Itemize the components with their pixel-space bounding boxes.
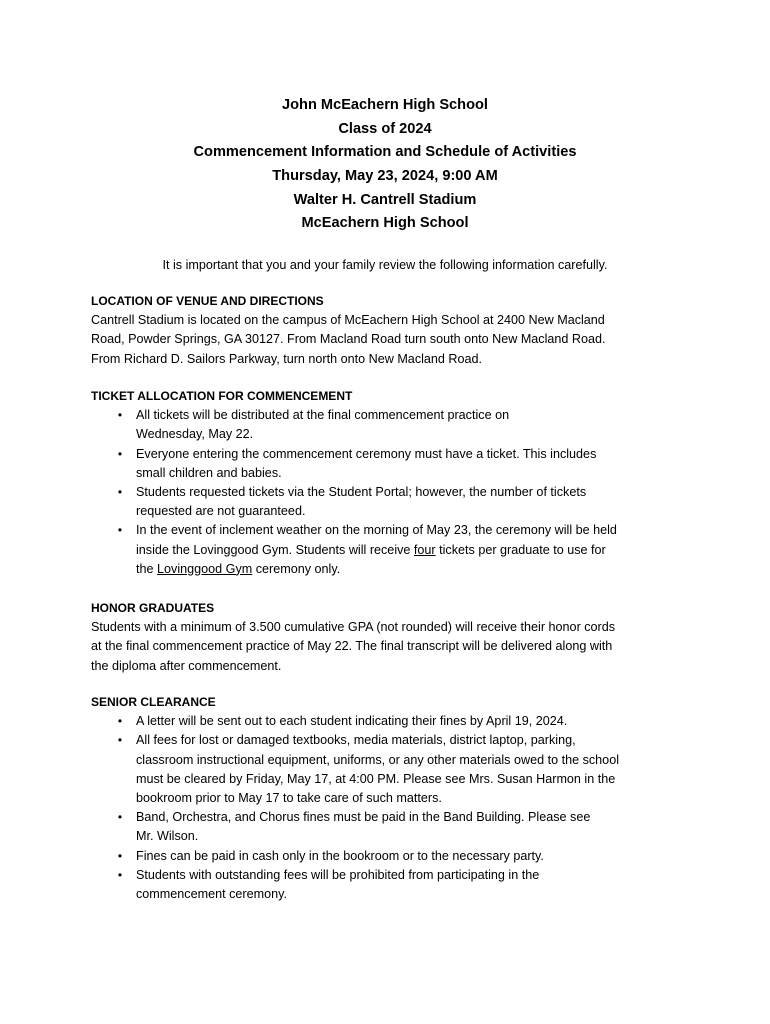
bullet-icon: • (117, 810, 123, 825)
location-line: Road, Powder Springs, GA 30127. From Macland Road turn south onto New Macland Road. (91, 332, 606, 347)
list-item (91, 866, 676, 904)
list-item-line: commencement ceremony. (136, 887, 287, 902)
location-section (91, 292, 691, 369)
class-year: Class of 2024 (338, 120, 432, 137)
list-item-line: classroom instructional equipment, uniforms, or any other materials owed to the school (136, 752, 619, 767)
underlined-ticket-count: four (413, 542, 436, 557)
list-item-line: Students requested tickets via the Student Portal; however, the number of tickets (136, 485, 587, 499)
bullet-icon: • (117, 523, 123, 538)
list-item-line (136, 560, 676, 579)
text-run: tickets per graduate to use for (435, 542, 606, 557)
honor-line: Students with a minimum of 3.500 cumulative GPA (not rounded) will receive their honor cords (91, 620, 616, 635)
bullet-icon: • (117, 408, 123, 423)
text-run: inside the Lovinggood Gym. Students will receive (136, 542, 414, 557)
list-item (91, 712, 676, 731)
location-line: From Richard D. Sailors Parkway, turn north onto New Macland Road. (91, 351, 483, 366)
bullet-icon: • (117, 485, 123, 499)
honor-line: the diploma after commencement. (91, 658, 282, 673)
tickets-heading: TICKET ALLOCATION FOR COMMENCEMENT (91, 389, 353, 403)
bullet-icon: • (117, 848, 123, 863)
tickets-section (91, 387, 691, 579)
clearance-section (91, 693, 691, 904)
list-item (91, 808, 676, 846)
honor-section (91, 599, 691, 676)
honor-heading: HONOR GRADUATES (91, 601, 215, 615)
list-item-line: In the event of inclement weather on the morning of May 23, the ceremony will be held (136, 523, 617, 538)
tickets-list (91, 406, 691, 579)
list-item-line: Everyone entering the commencement ceremony must have a ticket. This includes (136, 446, 597, 461)
list-item (91, 521, 676, 579)
list-item (91, 731, 676, 808)
underlined-venue: Lovinggood Gym (157, 561, 253, 576)
list-item-line: must be cleared by Friday, May 17, at 4:00 PM. Please see Mrs. Susan Harmon in the (136, 771, 616, 786)
bullet-icon: • (117, 714, 123, 729)
list-item-line: All tickets will be distributed at the final commencement practice on (136, 408, 510, 423)
venue-school: McEachern High School (301, 215, 469, 232)
school-name: John McEachern High School (282, 97, 488, 113)
list-item-line: small children and babies. (136, 465, 282, 480)
bullet-icon: • (117, 733, 123, 748)
location-line: Cantrell Stadium is located on the campus of McEachern High School at 2400 New Macland (91, 313, 605, 328)
venue-name: Walter H. Cantrell Stadium (293, 191, 477, 208)
list-item-line: requested are not guaranteed. (136, 504, 306, 519)
bullet-icon: • (117, 867, 123, 882)
list-item-line: All fees for lost or damaged textbooks, media materials, district laptop, parking, (136, 733, 576, 748)
location-heading: LOCATION OF VENUE AND DIRECTIONS (91, 294, 324, 308)
ceremony-datetime: Thursday, May 23, 2024, 9:00 AM (272, 168, 498, 185)
list-item-line: Wednesday, May 22. (136, 427, 254, 442)
list-item-line: Band, Orchestra, and Chorus fines must be paid in the Band Building. Please see (136, 810, 591, 825)
text-run: ceremony only. (252, 561, 341, 576)
list-item-line: Mr. Wilson. (136, 829, 199, 844)
list-item-line: bookroom prior to May 17 to take care of such matters. (136, 791, 442, 805)
list-item-line: Students with outstanding fees will be prohibited from participating in the (136, 867, 540, 882)
clearance-heading: SENIOR CLEARANCE (91, 695, 216, 709)
list-item (91, 847, 676, 866)
list-item (91, 406, 676, 444)
list-item (91, 483, 676, 521)
list-item-line: A letter will be sent out to each student indicating their fines by April 19, 2024. (136, 714, 568, 729)
intro-text: It is important that you and your family review the following information carefully. (162, 258, 608, 272)
bullet-icon: • (117, 446, 123, 461)
list-item-line: Fines can be paid in cash only in the bookroom or to the necessary party. (136, 848, 544, 863)
clearance-list (91, 712, 691, 904)
text-run: the (136, 561, 158, 576)
list-item-line (136, 541, 676, 560)
title-block (0, 94, 770, 236)
list-item (91, 445, 676, 483)
honor-line: at the final commencement practice of May 22. The final transcript will be delivered along with (91, 639, 613, 654)
document-subtitle: Commencement Information and Schedule of Activities (193, 144, 577, 161)
